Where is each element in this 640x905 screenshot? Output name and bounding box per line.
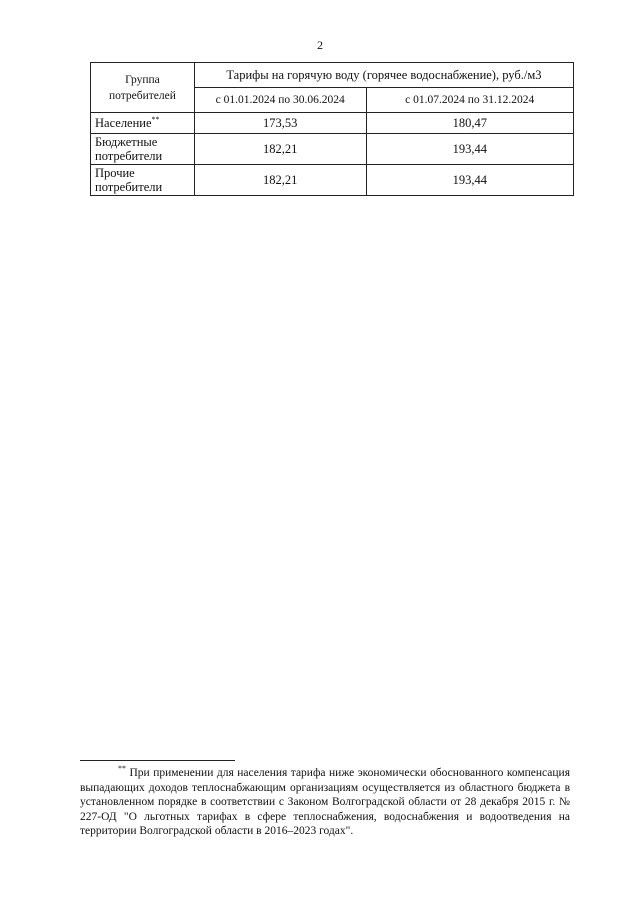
footnote-text: При применении для населения тарифа ниже экономически обоснованного компенсация выпадающих доходов теплоснабжающим организациям осуществляется из областного бюджета в установленном порядке в соответствии с Законом Волгоградской области от 28 декабря 2015 г. № 227-ОД "О льготных тарифах в сфере теплоснабжения, водоснабжения и водоотведения на территории Волгоградской области в 2016–2023 годах". — [80, 767, 570, 837]
footnote-marker: ** — [151, 114, 160, 124]
table-row — [91, 113, 574, 134]
tariff-table — [90, 62, 574, 196]
header-consumer-group: Группа потребителей — [91, 63, 195, 113]
footnote-divider — [80, 760, 235, 761]
header-period-2: с 01.07.2024 по 31.12.2024 — [366, 88, 574, 113]
tariff-value: 182,21 — [194, 134, 366, 165]
row-group-label: Бюджетные потребители — [91, 134, 195, 165]
row-group-label: Население** — [91, 113, 195, 134]
footnote — [80, 766, 570, 839]
page-number: 2 — [317, 38, 323, 52]
tariff-value: 193,44 — [366, 165, 574, 196]
header-period-1: с 01.01.2024 по 30.06.2024 — [194, 88, 366, 113]
header-tariffs: Тарифы на горячую воду (горячее водоснабжение), руб./м3 — [194, 63, 573, 88]
tariff-value: 193,44 — [366, 134, 574, 165]
table-row — [91, 134, 574, 165]
tariff-value: 180,47 — [366, 113, 574, 134]
tariff-value: 182,21 — [194, 165, 366, 196]
row-group-label: Прочие потребители — [91, 165, 195, 196]
tariff-value: 173,53 — [194, 113, 366, 134]
footnote-mark: ** — [118, 764, 126, 774]
table-row — [91, 165, 574, 196]
